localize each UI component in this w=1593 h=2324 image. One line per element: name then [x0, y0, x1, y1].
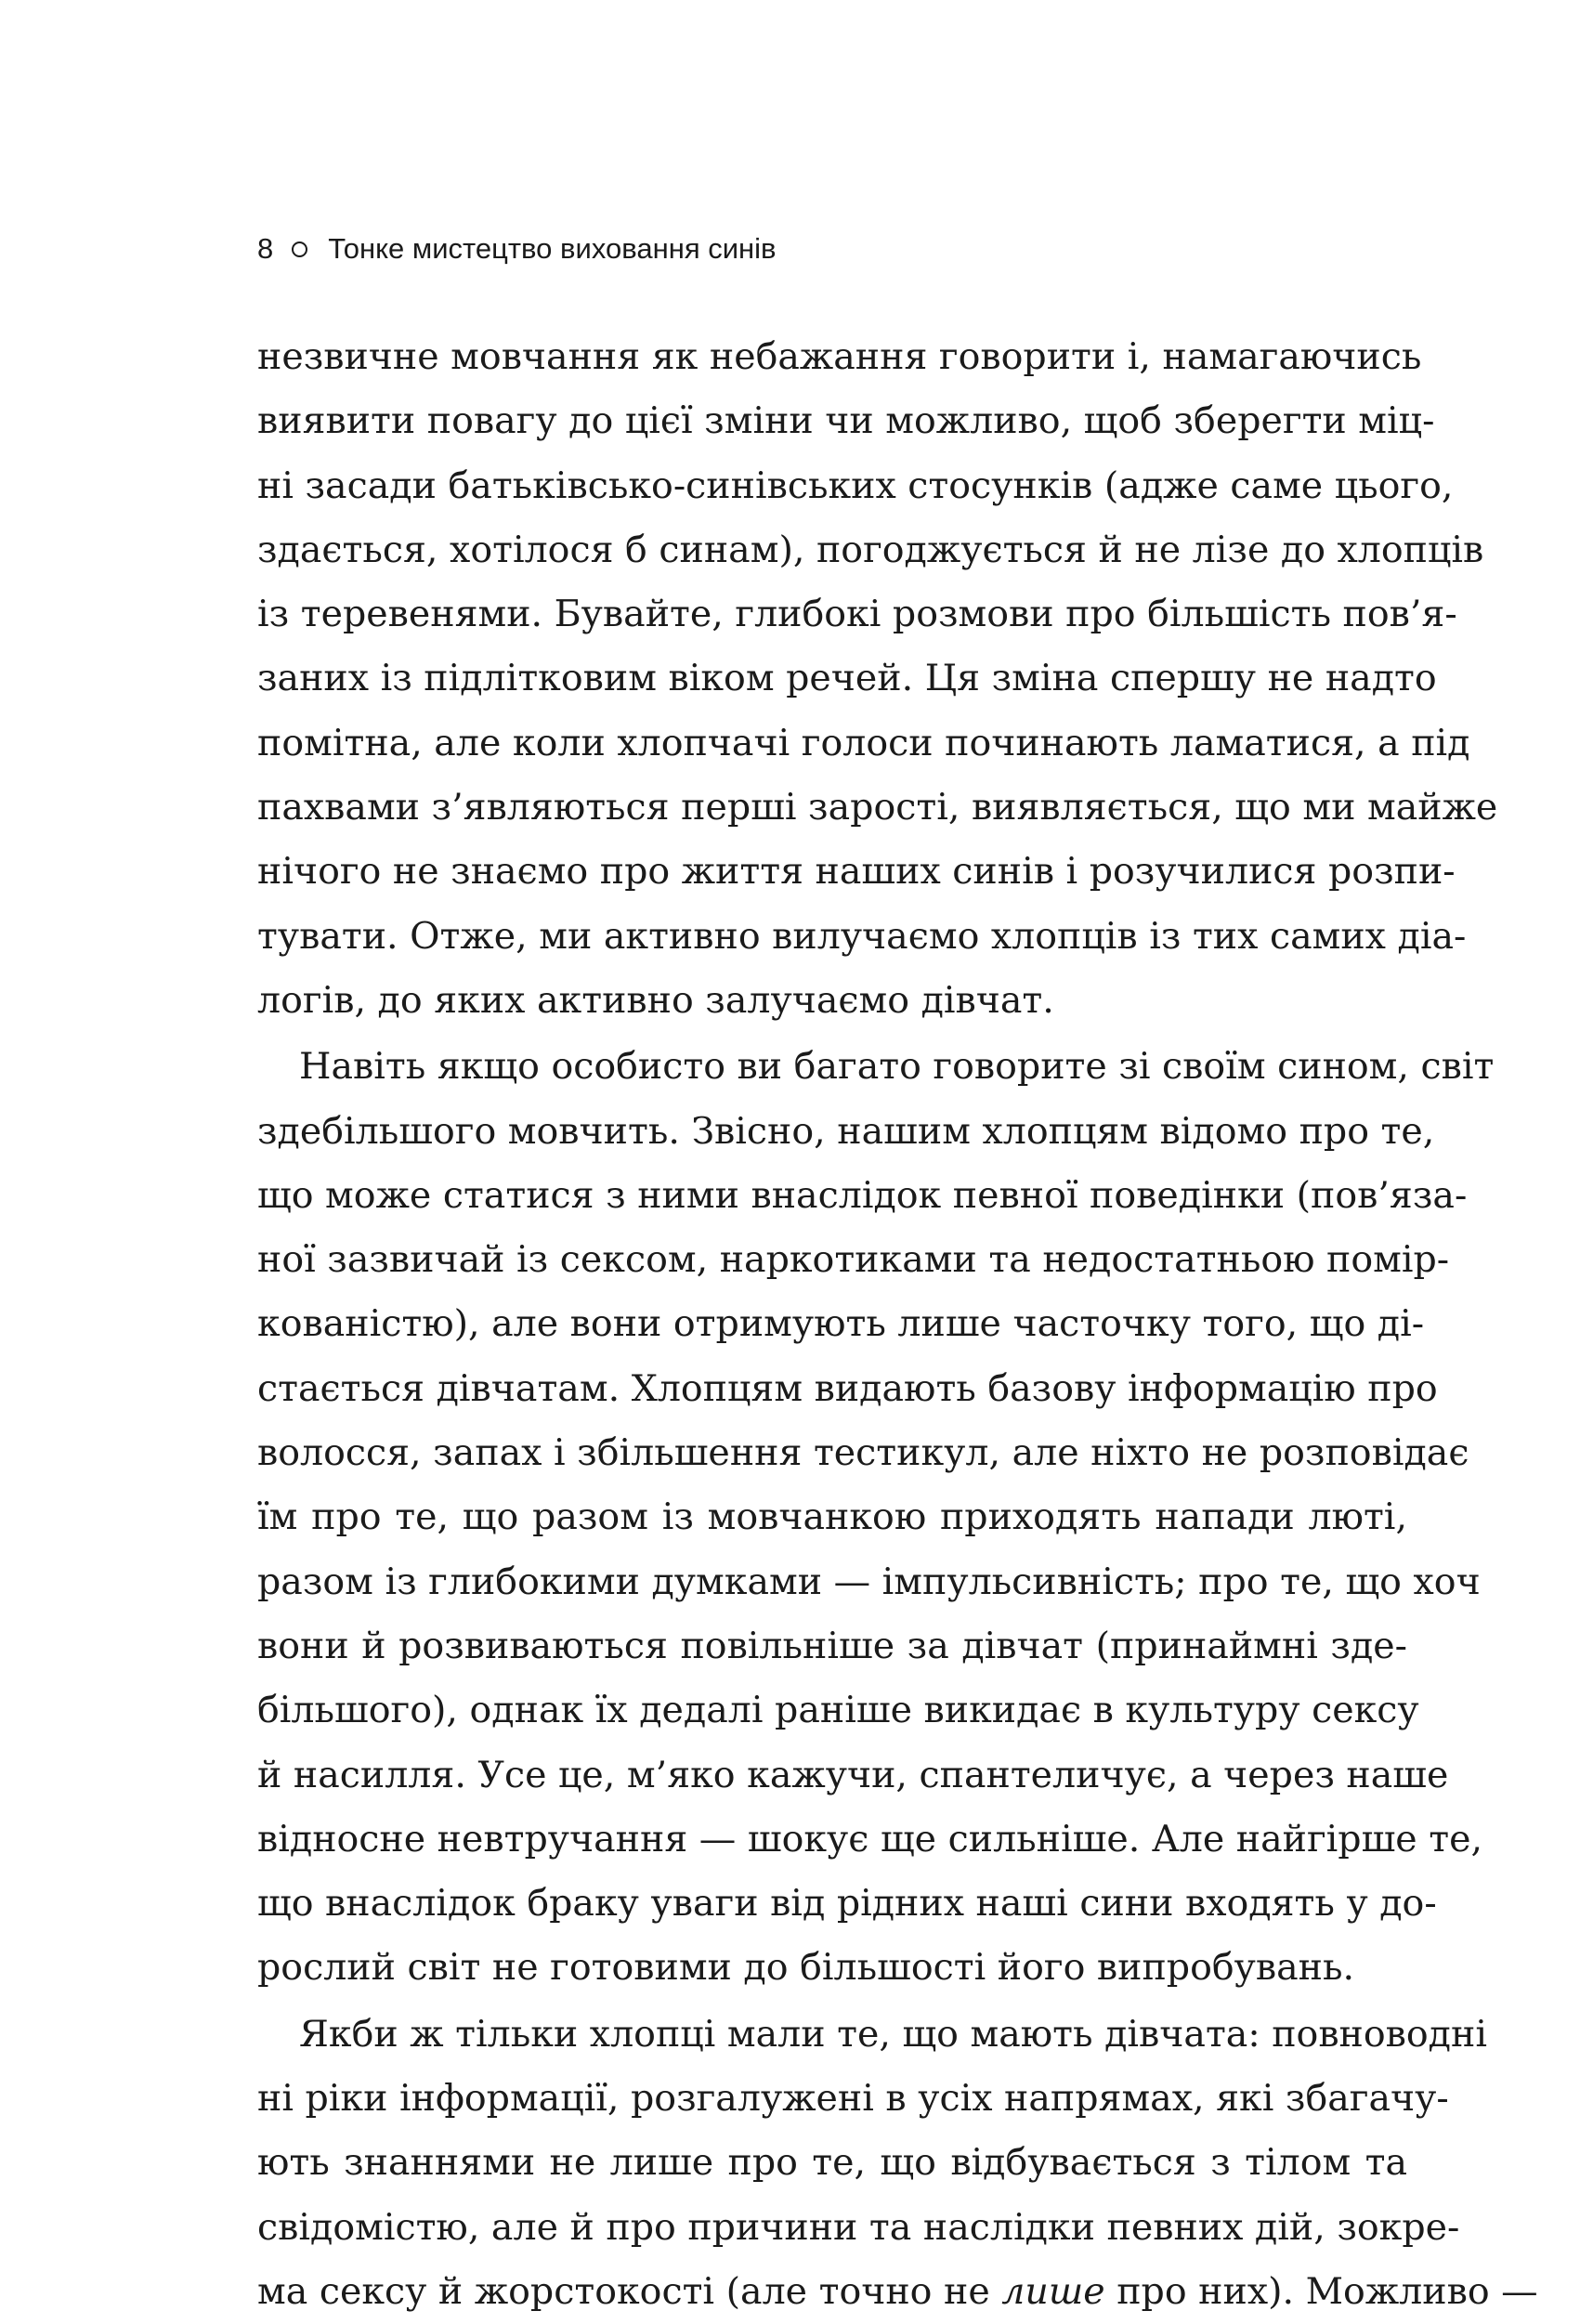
text-line: більшого), однак їх дедалі раніше викидає в культуру сексу [257, 1689, 1419, 1732]
text-line: кованістю), але вони отримують лише часточку того, що ді- [257, 1302, 1425, 1346]
text-line: ної зазвичай із сексом, наркотиками та недостатньою помір- [257, 1238, 1450, 1282]
text-line: здебільшого мовчить. Звісно, нашим хлопцям відомо про те, [257, 1109, 1435, 1153]
body-text [257, 325, 1538, 2324]
book-title: Тонке мистецтво виховання синів [328, 232, 777, 265]
running-head [257, 228, 777, 269]
text-line: відносне невтручання — шокує ще сильніше. Але найгірше те, [257, 1817, 1483, 1861]
paragraph [257, 325, 1498, 1033]
text-line: із теревенями. Бувайте, глибокі розмови про більшість пов’я- [257, 593, 1457, 636]
paragraph [257, 2003, 1538, 2324]
text-line: незвичне мовчання як небажання говорити і, намагаючись [257, 335, 1422, 378]
text-line: свідомістю, але й про причини та наслідки певних дій, зокре- [257, 2205, 1460, 2249]
text-line: Навіть якщо особисто ви багато говорите зі своїм сином, світ [299, 1045, 1495, 1089]
text-line: помітна, але коли хлопчачі голоси починають ламатися, а під [257, 721, 1470, 764]
text-line: й насилля. Усе це, м’яко кажучи, спантеличує, а через наше [257, 1753, 1449, 1796]
text-line: вони й розвиваються повільніше за дівчат (принаймні зде- [257, 1624, 1407, 1667]
text-line: пахвами з’являються перші зарості, виявляється, що ми майже [257, 786, 1498, 829]
circle-icon [292, 242, 307, 257]
text-line: здається, хотілося б синам), погоджується й не лізе до хлопців [257, 528, 1484, 571]
text-line: що внаслідок браку уваги від рідних наші сини входять у до- [257, 1882, 1437, 1926]
text-line: їм про те, що разом із мовчанкою приходять напади люті, [257, 1495, 1407, 1539]
text-line: ні засади батьківсько-синівських стосунків (адже саме цього, [257, 463, 1454, 507]
text-line: рослий світ не готовими до більшості його випробувань. [257, 1946, 1355, 1990]
page-number: 8 [257, 232, 274, 265]
text-line: ють знаннями не лише про те, що відбувається з тілом та [257, 2141, 1407, 2185]
text-line: Якби ж тільки хлопці мали те, що мають дівчата: повноводні [299, 2012, 1487, 2056]
text-line: що може статися з ними внаслідок певної поведінки (пов’яза- [257, 1173, 1468, 1217]
text-line: волосся, запах і збільшення тестикул, але ніхто не розповідає [257, 1431, 1469, 1475]
text-line: ма сексу й жорстокості (але точно не лише про них). Можливо — [257, 2269, 1538, 2313]
text-line: нічого не знаємо про життя наших синів і розучилися розпи- [257, 850, 1456, 894]
emphasis: лише [1001, 2269, 1105, 2313]
paragraph [257, 1035, 1495, 2000]
text-line: виявити повагу до цієї зміни чи можливо, щоб зберегти міц- [257, 399, 1435, 443]
text-line: тувати. Отже, ми активно вилучаємо хлопців із тих самих діа- [257, 914, 1467, 958]
text-line: стається дівчатам. Хлопцям видають базову інформацію про [257, 1366, 1438, 1410]
text-line: логів, до яких активно залучаємо дівчат. [257, 978, 1054, 1022]
text-line: заних із підлітковим віком речей. Ця зміна спершу не надто [257, 657, 1437, 700]
text-line: ні ріки інформації, розгалужені в усіх напрямах, які збагачу- [257, 2077, 1449, 2121]
text-line: разом із глибокими думками — імпульсивність; про те, що хоч [257, 1560, 1481, 1603]
